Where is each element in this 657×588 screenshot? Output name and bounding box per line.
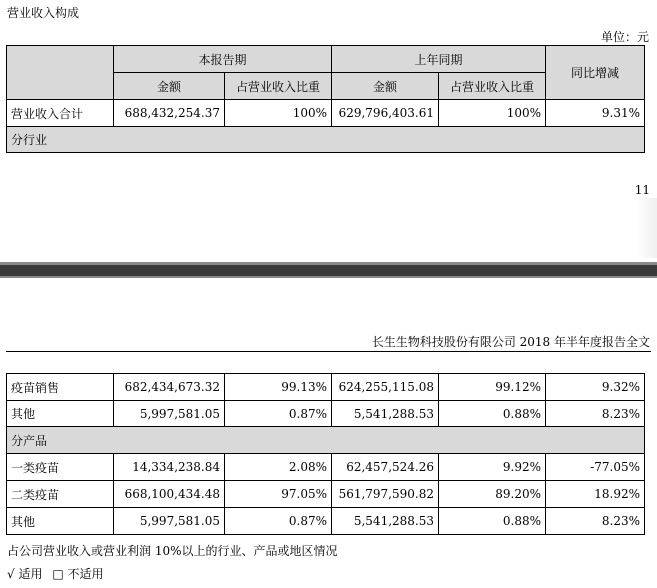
- table-row: [7, 508, 645, 535]
- not-applicable-label: 不适用: [67, 567, 104, 581]
- cell-cur-ratio: 100%: [225, 100, 332, 127]
- cell-yoy: 8.23%: [546, 508, 645, 535]
- header-ratio: 占营业收入比重: [439, 73, 546, 100]
- checkmark-icon: √: [7, 567, 15, 581]
- page-edge-shadow: [637, 198, 657, 258]
- row-label: 其他: [7, 401, 114, 427]
- cell-cur-amount: 14,334,238.84: [114, 454, 225, 481]
- cell-cur-amount: 5,997,581.05: [114, 401, 225, 427]
- section-label-industry: 分行业: [7, 127, 645, 153]
- cell-prev-amount: 629,796,403.61: [332, 100, 439, 127]
- cell-yoy: 9.32%: [546, 374, 645, 401]
- cell-prev-ratio: 89.20%: [439, 481, 546, 508]
- revenue-table-top: [6, 45, 645, 153]
- row-label: 疫苗销售: [7, 374, 114, 401]
- table-row: [7, 100, 645, 127]
- row-label: 一类疫苗: [7, 454, 114, 481]
- cell-cur-amount: 668,100,434.48: [114, 481, 225, 508]
- cell-cur-amount: 688,432,254.37: [114, 100, 225, 127]
- table-row: [7, 401, 645, 427]
- row-label: 营业收入合计: [7, 100, 114, 127]
- page-gap-bottom: [0, 276, 657, 278]
- cell-prev-amount: 5,541,288.53: [332, 508, 439, 535]
- table-row: [7, 374, 645, 401]
- revenue-table-bottom: [6, 373, 645, 535]
- cell-yoy: -77.05%: [546, 454, 645, 481]
- cell-prev-amount: 561,797,590.82: [332, 481, 439, 508]
- applicable-label: 适用: [18, 567, 43, 581]
- table-row: [7, 481, 645, 508]
- unit-label: 单位：元: [600, 30, 649, 44]
- cell-prev-ratio: 99.12%: [439, 374, 546, 401]
- cell-cur-ratio: 0.87%: [225, 401, 332, 427]
- header-blank-cell: [7, 46, 114, 100]
- cell-prev-amount: 5,541,288.53: [332, 401, 439, 427]
- page-gap: [0, 265, 657, 276]
- header-yoy: 同比增减: [546, 46, 645, 100]
- header-amount: 金额: [332, 73, 439, 100]
- cell-yoy: 8.23%: [546, 401, 645, 427]
- row-label: 其他: [7, 508, 114, 535]
- cell-prev-ratio: 0.88%: [439, 401, 546, 427]
- checkbox-empty-icon: □: [52, 567, 64, 581]
- cell-cur-amount: 5,997,581.05: [114, 508, 225, 535]
- cell-prev-ratio: 100%: [439, 100, 546, 127]
- cell-cur-amount: 682,434,673.32: [114, 374, 225, 401]
- footer-note: 占公司营业收入或营业利润 10%以上的行业、产品或地区情况: [7, 544, 338, 558]
- cell-cur-ratio: 2.08%: [225, 454, 332, 481]
- cell-cur-ratio: 0.87%: [225, 508, 332, 535]
- cell-cur-ratio: 97.05%: [225, 481, 332, 508]
- header-prior-period: 上年同期: [332, 46, 546, 73]
- table-row: [7, 454, 645, 481]
- cell-prev-amount: 624,255,115.08: [332, 374, 439, 401]
- applicability-options: [7, 565, 104, 582]
- header-current-period: 本报告期: [114, 46, 332, 73]
- cell-cur-ratio: 99.13%: [225, 374, 332, 401]
- section-label-product: 分产品: [7, 427, 645, 454]
- header-ratio: 占营业收入比重: [225, 73, 332, 100]
- cell-prev-ratio: 9.92%: [439, 454, 546, 481]
- section-row: [7, 427, 645, 454]
- section-row: [7, 127, 645, 153]
- section-title: 营业收入构成: [7, 6, 80, 20]
- row-label: 二类疫苗: [7, 481, 114, 508]
- cell-prev-amount: 62,457,524.26: [332, 454, 439, 481]
- cell-yoy: 9.31%: [546, 100, 645, 127]
- report-header: 长生生物科技股份有限公司 2018 年半年度报告全文: [371, 335, 650, 349]
- header-amount: 金额: [114, 73, 225, 100]
- header-rule: [6, 351, 651, 352]
- cell-yoy: 18.92%: [546, 481, 645, 508]
- page-number: 11: [634, 183, 650, 197]
- cell-prev-ratio: 0.88%: [439, 508, 546, 535]
